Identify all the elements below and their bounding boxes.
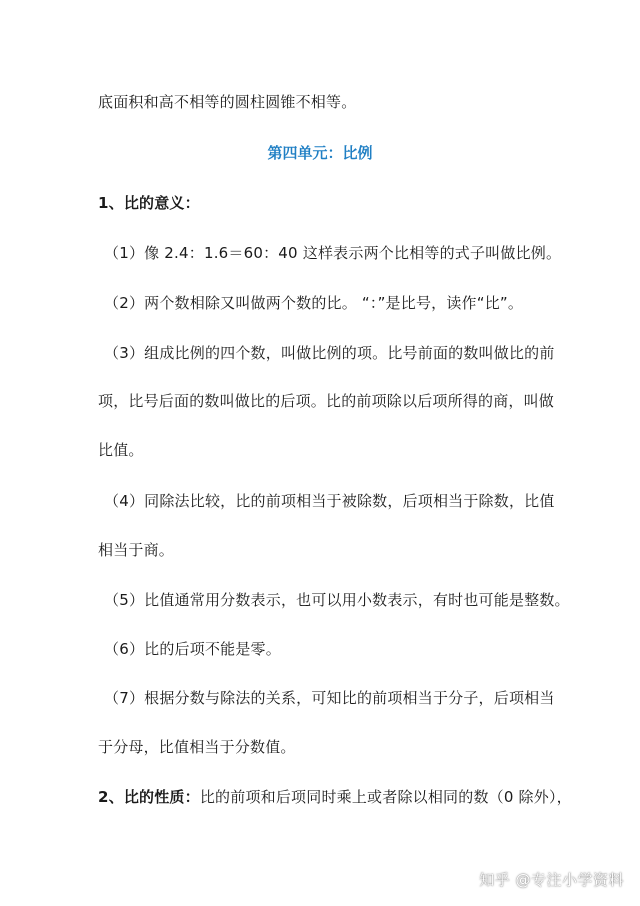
paragraph-6: （6）比的后项不能是零。 (104, 640, 281, 658)
paragraph-4-line-1: （4）同除法比较，比的前项相当于被除数，后项相当于除数，比值 (104, 492, 555, 510)
section1-title: 1、比的意义： (98, 194, 200, 212)
paragraph-3-line-3: 比值。 (98, 441, 144, 459)
paragraph-1: （1）像 2.4：1.6＝60：40 这样表示两个比相等的式子叫做比例。 (104, 244, 562, 262)
section2-text: 比的前项和后项同时乘上或者除以相同的数（0 除外）， (199, 788, 572, 806)
paragraph-4-line-2: 相当于商。 (98, 541, 175, 559)
unit-heading: 第四单元：比例 (267, 144, 373, 162)
paragraph-5: （5）比值通常用分数表示，也可以用小数表示，有时也可能是整数。 (104, 591, 570, 609)
paragraph-7-line-1: （7）根据分数与除法的关系，可知比的前项相当于分子，后项相当 (104, 689, 555, 707)
paragraph-2: （2）两个数相除又叫做两个数的比。 “：”是比号，读作“比”。 (104, 294, 524, 312)
section2-line (98, 787, 572, 807)
zhihu-watermark: 知乎 @专注小学资料 (479, 871, 624, 889)
section2-title: 2、比的性质： (98, 788, 200, 806)
paragraph-3-line-2: 项，比号后面的数叫做比的后项。比的前项除以后项所得的商，叫做 (98, 392, 555, 410)
text-line-top: 底面积和高不相等的圆柱圆锥不相等。 (98, 93, 357, 111)
paragraph-3-line-1: （3）组成比例的四个数，叫做比例的项。比号前面的数叫做比的前 (104, 344, 555, 362)
paragraph-7-line-2: 于分母，比值相当于分数值。 (98, 738, 296, 756)
